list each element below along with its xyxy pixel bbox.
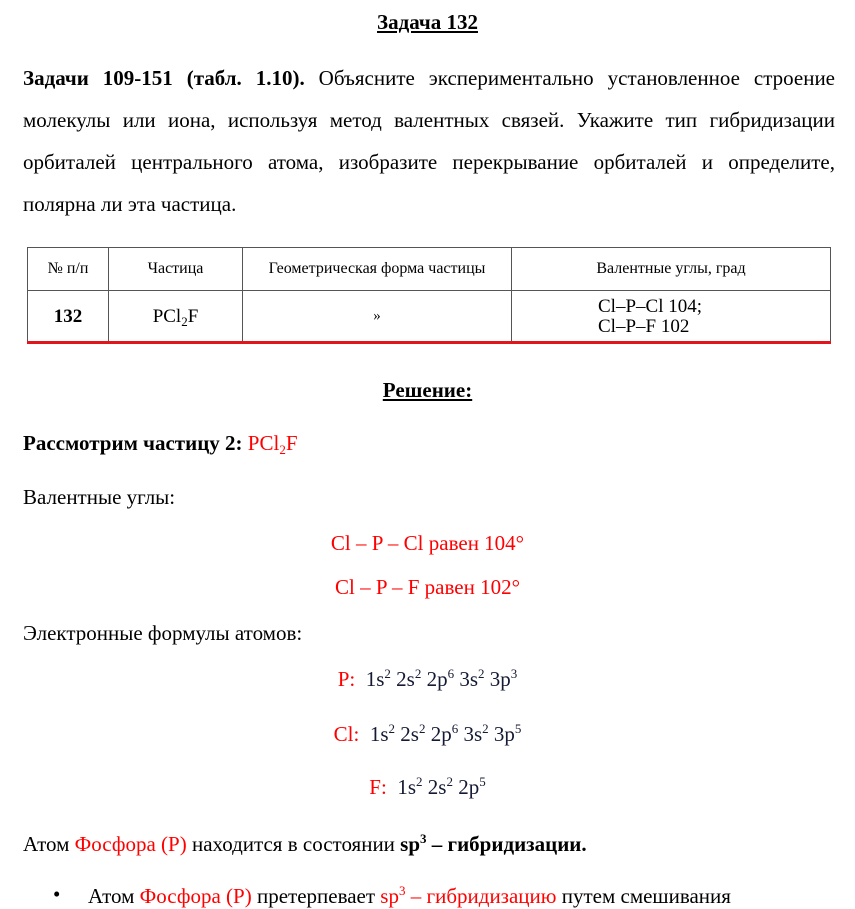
orbital-term: $1s^2$ <box>397 774 423 799</box>
orbital-term: $2p^5$ <box>458 774 486 799</box>
orbital-term: $2p^6$ <box>430 721 459 746</box>
angle-cl-p-cl: Cl – P – Cl равен 104° <box>330 531 525 555</box>
orbital-term: $1s^2$ <box>369 721 395 746</box>
task-table <box>27 247 831 343</box>
task-description <box>23 57 835 225</box>
task-text: Объясните экспериментально установленное строение молекулы или иона, используя метод валентных связей. Укажите тип гибридизации орбиталей центрального атома, изобразите перекрывание орбиталей и определите, полярна ли эта частица. <box>23 66 836 216</box>
orbital-term: $2s^2$ <box>400 721 426 746</box>
consider-line <box>23 431 298 456</box>
table-row <box>28 291 831 343</box>
angle-line: Cl–P–Cl 104; <box>598 295 702 317</box>
cell-number: 132 <box>28 291 109 343</box>
angles-label: Валентные углы: <box>23 485 176 509</box>
config-p <box>0 667 855 692</box>
atom-symbol: P: <box>337 667 356 691</box>
formula-part: PCl <box>152 305 182 327</box>
orbital-term: $3p^5$ <box>493 721 522 746</box>
table-red-underline <box>27 341 831 344</box>
config-f <box>0 775 855 800</box>
solution-heading: Решение: <box>382 378 473 402</box>
atom-symbol: F: <box>369 775 387 799</box>
header-shape: Геометрическая форма частицы <box>243 248 512 291</box>
formulas-label: Электронные формулы атомов: <box>23 621 303 645</box>
bullet-item: • Атом Фосфора (Р) претерпевает $sp^3$ – гибридизацию путем смешивания <box>53 882 731 908</box>
header-angles: Валентные углы, град <box>512 248 831 291</box>
table-header-row <box>28 248 831 291</box>
orbital-term: $3s^2$ <box>459 666 485 691</box>
angle-cl-p-f: Cl – P – F равен 102° <box>335 575 520 599</box>
consider-formula: PCl$_2$F <box>247 431 298 457</box>
cell-particle <box>109 291 243 343</box>
consider-label: Рассмотрим частицу 2: <box>23 431 248 455</box>
cell-shape: » <box>243 291 512 343</box>
orbital-term: $1s^2$ <box>365 666 391 691</box>
orbital-term: $3s^2$ <box>463 721 489 746</box>
bullet-icon: • <box>53 882 61 906</box>
orbital-term: $2s^2$ <box>396 666 422 691</box>
page-title: Задача 132 <box>377 10 478 34</box>
task-ref: Задачи 109-151 (табл. 1.10). <box>23 66 305 90</box>
hybridization-statement: Атом Фосфора (Р) находится в состоянии $sp^3$ – гибридизации. <box>23 831 587 856</box>
cell-angles <box>512 291 831 343</box>
orbital-term: $3p^3$ <box>489 666 518 691</box>
atom-symbol: Cl: <box>333 722 360 746</box>
orbital-term: $2s^2$ <box>427 774 453 799</box>
phosphorus-name: Фосфора (Р) <box>74 832 187 856</box>
header-number: № п/п <box>28 248 109 291</box>
config-cl <box>0 722 855 747</box>
angle-line: Cl–P–F 102 <box>598 315 690 337</box>
header-particle: Частица <box>109 248 243 291</box>
formula-part: F <box>187 305 199 327</box>
orbital-term: $2p^6$ <box>426 666 455 691</box>
formula-sub: 2 <box>181 313 188 329</box>
